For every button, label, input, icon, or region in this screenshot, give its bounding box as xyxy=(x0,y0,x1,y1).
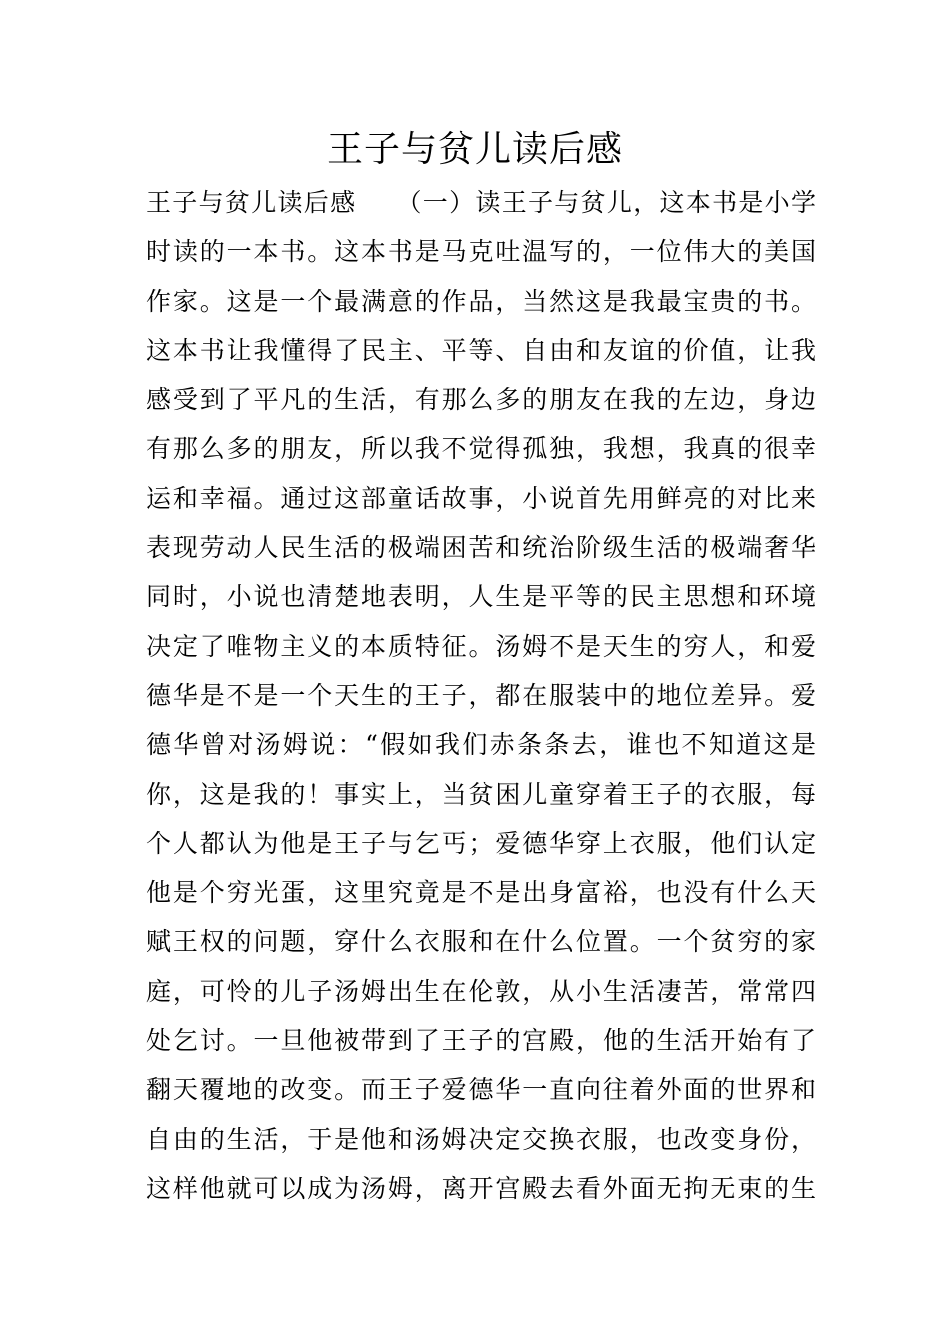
body-line: 德华是不是一个天生的王子，都在服装中的地位差异。爱 xyxy=(146,680,816,710)
body-line: 庭，可怜的儿子汤姆出生在伦敦，从小生活凄苦，常常四 xyxy=(146,976,816,1006)
body-line: 时读的一本书。这本书是马克吐温写的，一位伟大的美国 xyxy=(146,237,816,267)
body-line: 这样他就可以成为汤姆，离开宫殿去看外面无拘无束的生 xyxy=(146,1173,816,1203)
body-line: 翻天覆地的改变。而王子爱德华一直向往着外面的世界和 xyxy=(146,1075,816,1105)
body-line: 自由的生活，于是他和汤姆决定交换衣服，也改变身份， xyxy=(146,1124,816,1154)
body-line: 有那么多的朋友，所以我不觉得孤独，我想，我真的很幸 xyxy=(146,434,816,464)
document-title: 王子与贫儿读后感 xyxy=(326,129,623,170)
body-line: 你，这是我的！事实上，当贫困儿童穿着王子的衣服，每 xyxy=(146,779,816,809)
body-line: 赋王权的问题，穿什么衣服和在什么位置。一个贫穷的家 xyxy=(146,927,816,957)
body-line: 王子与贫儿读后感 （一）读王子与贫儿，这本书是小学 xyxy=(146,188,816,217)
body-line: 同时，小说也清楚地表明，人生是平等的民主思想和环境 xyxy=(146,582,816,612)
body-line: 表现劳动人民生活的极端困苦和统治阶级生活的极端奢华 xyxy=(146,533,816,563)
body-line: 作家。这是一个最满意的作品，当然这是我最宝贵的书。 xyxy=(146,286,816,316)
body-line: 处乞讨。一旦他被带到了王子的宫殿，他的生活开始有了 xyxy=(146,1026,816,1056)
body-line: 决定了唯物主义的本质特征。汤姆不是天生的穷人，和爱 xyxy=(146,631,816,661)
body-line: 他是个穷光蛋，这里究竟是不是出身富裕，也没有什么天 xyxy=(146,878,816,908)
body-line: 个人都认为他是王子与乞丐；爱德华穿上衣服，他们认定 xyxy=(146,828,816,858)
body-line: 运和幸福。通过这部童话故事，小说首先用鲜亮的对比来 xyxy=(146,483,816,513)
body-line: 感受到了平凡的生活，有那么多的朋友在我的左边，身边 xyxy=(146,385,816,415)
document-body xyxy=(146,178,816,1213)
body-line: 德华曾对汤姆说：“假如我们赤条条去，谁也不知道这是 xyxy=(146,730,816,760)
body-line: 这本书让我懂得了民主、平等、自由和友谊的价值，让我 xyxy=(146,335,816,365)
